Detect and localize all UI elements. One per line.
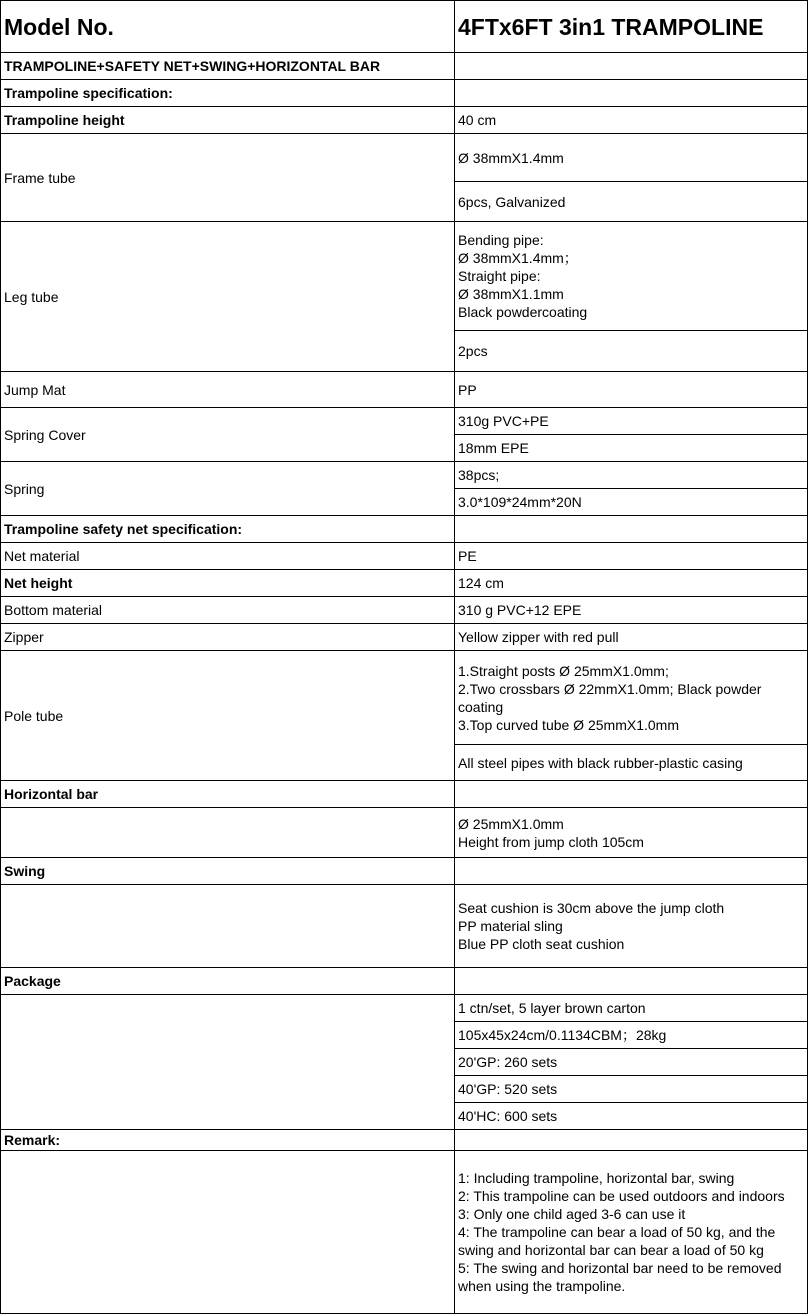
spring-cover-value: 18mm EPE xyxy=(455,435,808,462)
frame-tube-value: 6pcs, Galvanized xyxy=(455,182,808,222)
net-material-value: PE xyxy=(455,543,808,570)
leg-tube-value: 2pcs xyxy=(455,331,808,372)
package-value: 40'HC: 600 sets xyxy=(455,1103,808,1130)
subtitle-row xyxy=(1,53,808,80)
net-height-label: Net height xyxy=(1,570,455,597)
table-row xyxy=(1,808,808,858)
table-row xyxy=(1,624,808,651)
trampoline-height-value: 40 cm xyxy=(455,107,808,134)
bottom-material-label: Bottom material xyxy=(1,597,455,624)
pole-tube-label: Pole tube xyxy=(1,651,455,781)
empty-cell xyxy=(1,808,455,858)
empty-cell xyxy=(455,968,808,995)
trampoline-section-heading: Trampoline specification: xyxy=(1,80,455,107)
spring-value: 3.0*109*24mm*20N xyxy=(455,489,808,516)
jump-mat-label: Jump Mat xyxy=(1,372,455,408)
section-row xyxy=(1,516,808,543)
empty-cell xyxy=(455,1130,808,1151)
remark-value: 1: Including trampoline, horizontal bar, swing 2: This trampoline can be used outdoors and indoors 3: Only one child aged 3-6 can use it 4: The trampoline can bear a load of 50 kg, and the swing and horizontal bar can bear a load of 50 kg 5: The swing and horizontal bar need to be removed when using the trampoline. xyxy=(455,1151,808,1314)
package-heading: Package xyxy=(1,968,455,995)
table-row xyxy=(1,462,808,489)
package-value: 105x45x24cm/0.1134CBM；28kg xyxy=(455,1022,808,1049)
package-value: 20'GP: 260 sets xyxy=(455,1049,808,1076)
model-no-label: Model No. xyxy=(1,1,455,53)
empty-cell xyxy=(455,781,808,808)
table-row xyxy=(1,995,808,1022)
package-value: 40'GP: 520 sets xyxy=(455,1076,808,1103)
table-row xyxy=(1,651,808,745)
empty-cell xyxy=(455,80,808,107)
empty-cell xyxy=(455,858,808,885)
remark-heading: Remark: xyxy=(1,1130,455,1151)
empty-cell xyxy=(1,995,455,1130)
section-row xyxy=(1,1130,808,1151)
empty-cell xyxy=(455,516,808,543)
table-row xyxy=(1,408,808,435)
spring-cover-value: 310g PVC+PE xyxy=(455,408,808,435)
table-row xyxy=(1,885,808,968)
net-material-label: Net material xyxy=(1,543,455,570)
header-row xyxy=(1,1,808,53)
spring-label: Spring xyxy=(1,462,455,516)
table-row xyxy=(1,597,808,624)
table-row xyxy=(1,107,808,134)
package-value: 1 ctn/set, 5 layer brown carton xyxy=(455,995,808,1022)
table-row xyxy=(1,372,808,408)
empty-cell xyxy=(1,885,455,968)
table-row xyxy=(1,134,808,182)
table-row xyxy=(1,1151,808,1314)
trampoline-height-label: Trampoline height xyxy=(1,107,455,134)
swing-value: Seat cushion is 30cm above the jump cloth PP material sling Blue PP cloth seat cushion xyxy=(455,885,808,968)
horizontal-bar-heading: Horizontal bar xyxy=(1,781,455,808)
frame-tube-value: Ø 38mmX1.4mm xyxy=(455,134,808,182)
frame-tube-label: Frame tube xyxy=(1,134,455,222)
net-section-heading: Trampoline safety net specification: xyxy=(1,516,455,543)
table-row xyxy=(1,543,808,570)
horizontal-bar-value: Ø 25mmX1.0mm Height from jump cloth 105cm xyxy=(455,808,808,858)
model-no-value: 4FTx6FT 3in1 TRAMPOLINE xyxy=(455,1,808,53)
swing-heading: Swing xyxy=(1,858,455,885)
pole-tube-value: 1.Straight posts Ø 25mmX1.0mm; 2.Two crossbars Ø 22mmX1.0mm; Black powder coating 3.Top curved tube Ø 25mmX1.0mm xyxy=(455,651,808,745)
jump-mat-value: PP xyxy=(455,372,808,408)
section-row xyxy=(1,968,808,995)
zipper-label: Zipper xyxy=(1,624,455,651)
section-row xyxy=(1,80,808,107)
net-height-value: 124 cm xyxy=(455,570,808,597)
empty-cell xyxy=(455,53,808,80)
leg-tube-label: Leg tube xyxy=(1,222,455,372)
leg-tube-value: Bending pipe: Ø 38mmX1.4mm； Straight pipe: Ø 38mmX1.1mm Black powdercoating xyxy=(455,222,808,331)
empty-cell xyxy=(1,1151,455,1314)
spring-value: 38pcs; xyxy=(455,462,808,489)
section-row xyxy=(1,858,808,885)
product-subtitle: TRAMPOLINE+SAFETY NET+SWING+HORIZONTAL BAR xyxy=(1,53,455,80)
table-row xyxy=(1,222,808,331)
pole-tube-value: All steel pipes with black rubber-plastic casing xyxy=(455,745,808,781)
spring-cover-label: Spring Cover xyxy=(1,408,455,462)
table-row xyxy=(1,570,808,597)
bottom-material-value: 310 g PVC+12 EPE xyxy=(455,597,808,624)
section-row xyxy=(1,781,808,808)
zipper-value: Yellow zipper with red pull xyxy=(455,624,808,651)
